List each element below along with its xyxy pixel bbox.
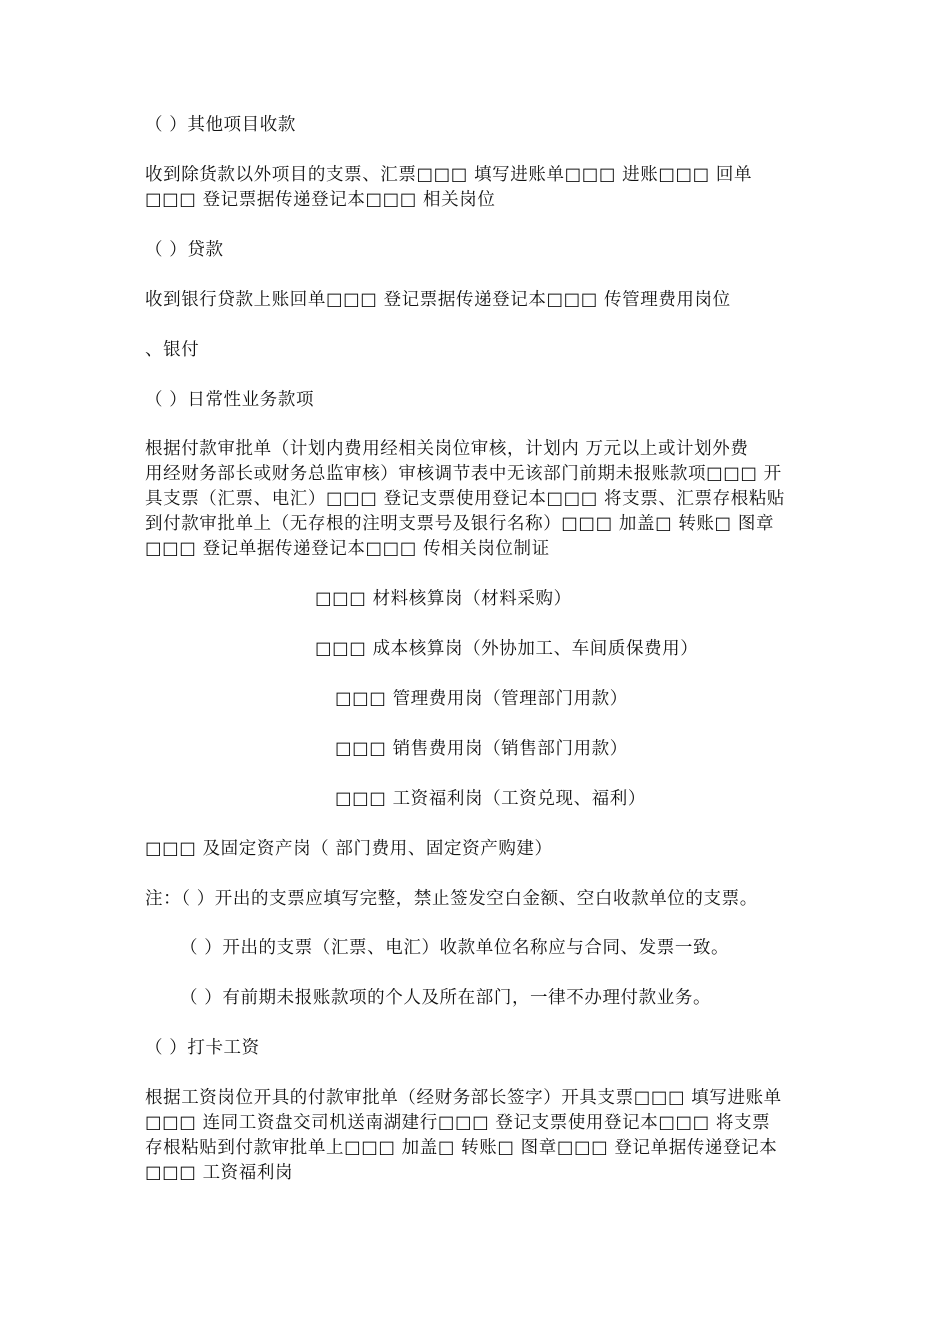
paragraph-line: 收到银行贷款上账回单□□□ 登记票据传递登记本□□□ 传管理费用岗位: [145, 290, 731, 310]
paragraph-line: □□□ 登记票据传递登记本□□□ 相关岗位: [145, 190, 496, 210]
paragraph-line: 根据付款审批单（计划内费用经相关岗位审核，计划内 万元以上或计划外费: [145, 439, 749, 459]
paragraph-line: □□□ 连同工资盘交司机送南湖建行□□□ 登记支票使用登记本□□□ 将支票: [145, 1113, 771, 1133]
heading-other-receipts: （ ）其他项目收款: [145, 115, 296, 135]
paragraph-line: 存根粘贴到付款审批单上□□□ 加盖□ 转账□ 图章□□□ 登记单据传递登记本: [145, 1138, 778, 1158]
heading-bank-payments: 、银付: [145, 340, 200, 360]
paragraph-line: 具支票（汇票、电汇）□□□ 登记支票使用登记本□□□ 将支票、汇票存根粘贴: [145, 489, 786, 509]
heading-loans: （ ）贷款: [145, 240, 224, 260]
note-line: （ ）有前期未报账款项的个人及所在部门，一律不办理付款业务。: [180, 988, 712, 1008]
paragraph-line: □□□ 登记单据传递登记本□□□ 传相关岗位制证: [145, 539, 550, 559]
paragraph-line: 用经财务部长或财务总监审核）审核调节表中无该部门前期未报账款项□□□ 开: [145, 464, 782, 484]
note-line: （ ）开出的支票（汇票、电汇）收款单位名称应与合同、发票一致。: [180, 938, 730, 958]
paragraph-line: □□□ 工资福利岗: [145, 1163, 294, 1183]
heading-card-payroll: （ ）打卡工资: [145, 1038, 260, 1058]
paragraph-line: 到付款审批单上（无存根的注明支票号及银行名称）□□□ 加盖□ 转账□ 图章: [145, 514, 775, 534]
note-line: 注：（ ）开出的支票应填写完整，禁止签发空白金额、空白收款单位的支票。: [145, 889, 758, 909]
heading-routine-payments: （ ）日常性业务款项: [145, 390, 315, 410]
routing-item: □□□ 销售费用岗（销售部门用款）: [335, 739, 628, 759]
paragraph-line: 收到除货款以外项目的支票、汇票□□□ 填写进账单□□□ 进账□□□ 回单: [145, 165, 753, 185]
routing-item: □□□ 工资福利岗（工资兑现、福利）: [335, 789, 646, 809]
routing-item: □□□ 材料核算岗（材料采购）: [315, 589, 572, 609]
paragraph-line: 根据工资岗位开具的付款审批单（经财务部长签字）开具支票□□□ 填写进账单: [145, 1088, 782, 1108]
routing-item: □□□ 管理费用岗（管理部门用款）: [335, 689, 628, 709]
routing-item: □□□ 及固定资产岗（ 部门费用、固定资产购建）: [145, 839, 553, 859]
routing-item: □□□ 成本核算岗（外协加工、车间质保费用）: [315, 639, 699, 659]
